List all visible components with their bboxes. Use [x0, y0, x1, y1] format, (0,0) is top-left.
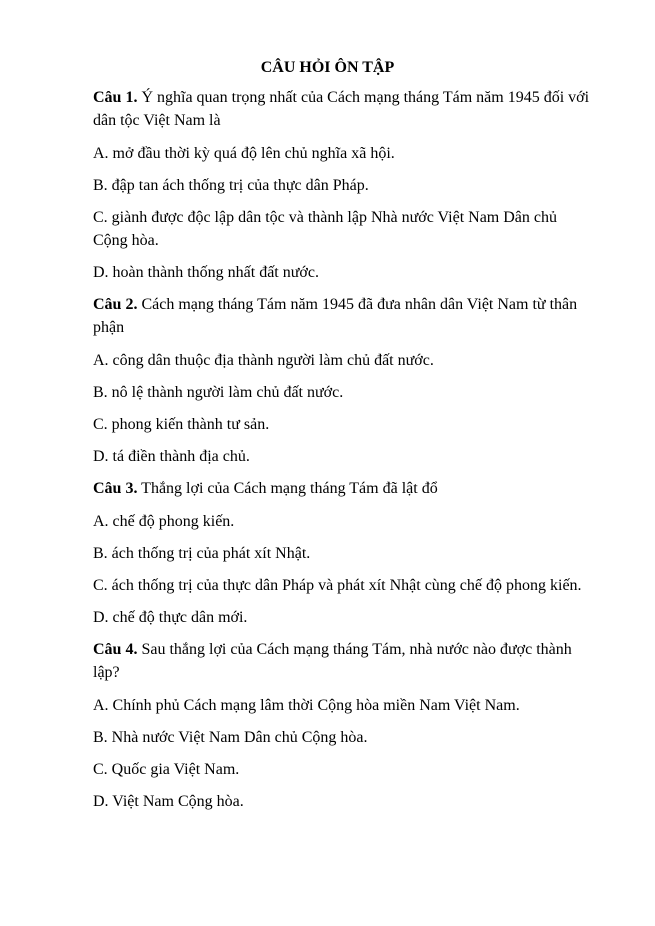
question-text: Sau thắng lợi của Cách mạng tháng Tám, nhà nước nào được thành lập?	[93, 641, 572, 681]
question-label: Câu 3.	[93, 480, 138, 497]
question-1-option-c: C. giành được độc lập dân tộc và thành lập Nhà nước Việt Nam Dân chủ Cộng hòa.	[93, 209, 557, 249]
question-2-option-b: B. nô lệ thành người làm chủ đất nước.	[93, 384, 344, 401]
question-1-option-d: D. hoàn thành thống nhất đất nước.	[93, 264, 319, 281]
question-4-option-d: D. Việt Nam Cộng hòa.	[93, 793, 244, 810]
question-3-option-c: C. ách thống trị của thực dân Pháp và phát xít Nhật cùng chế độ phong kiến.	[93, 577, 582, 594]
question-label: Câu 2.	[93, 296, 138, 313]
question-1-option-b: B. đập tan ách thống trị của thực dân Pháp.	[93, 177, 369, 194]
question-4	[93, 638, 595, 684]
question-3	[93, 477, 595, 500]
page-title: CÂU HỎI ÔN TẬP	[260, 59, 395, 76]
question-1	[93, 86, 595, 132]
question-label: Câu 4.	[93, 641, 138, 658]
question-4-option-c: C. Quốc gia Việt Nam.	[93, 761, 240, 778]
question-3-option-d: D. chế độ thực dân mới.	[93, 609, 248, 626]
question-label: Câu 1.	[93, 89, 138, 106]
question-text: Ý nghĩa quan trọng nhất của Cách mạng tháng Tám năm 1945 đối với dân tộc Việt Nam là	[93, 89, 590, 129]
question-text: Cách mạng tháng Tám năm 1945 đã đưa nhân dân Việt Nam từ thân phận	[93, 296, 578, 336]
question-2	[93, 293, 595, 339]
question-3-option-a: A. chế độ phong kiến.	[93, 513, 235, 530]
question-1-option-a: A. mở đầu thời kỳ quá độ lên chủ nghĩa xã hội.	[93, 145, 395, 162]
question-2-option-c: C. phong kiến thành tư sản.	[93, 416, 270, 433]
question-4-option-a: A. Chính phủ Cách mạng lâm thời Cộng hòa miền Nam Việt Nam.	[93, 697, 520, 714]
question-2-option-a: A. công dân thuộc địa thành người làm chủ đất nước.	[93, 352, 434, 369]
question-3-option-b: B. ách thống trị của phát xít Nhật.	[93, 545, 311, 562]
question-2-option-d: D. tá điền thành địa chủ.	[93, 448, 250, 465]
question-4-option-b: B. Nhà nước Việt Nam Dân chủ Cộng hòa.	[93, 729, 368, 746]
question-text: Thắng lợi của Cách mạng tháng Tám đã lật đổ	[137, 480, 438, 497]
